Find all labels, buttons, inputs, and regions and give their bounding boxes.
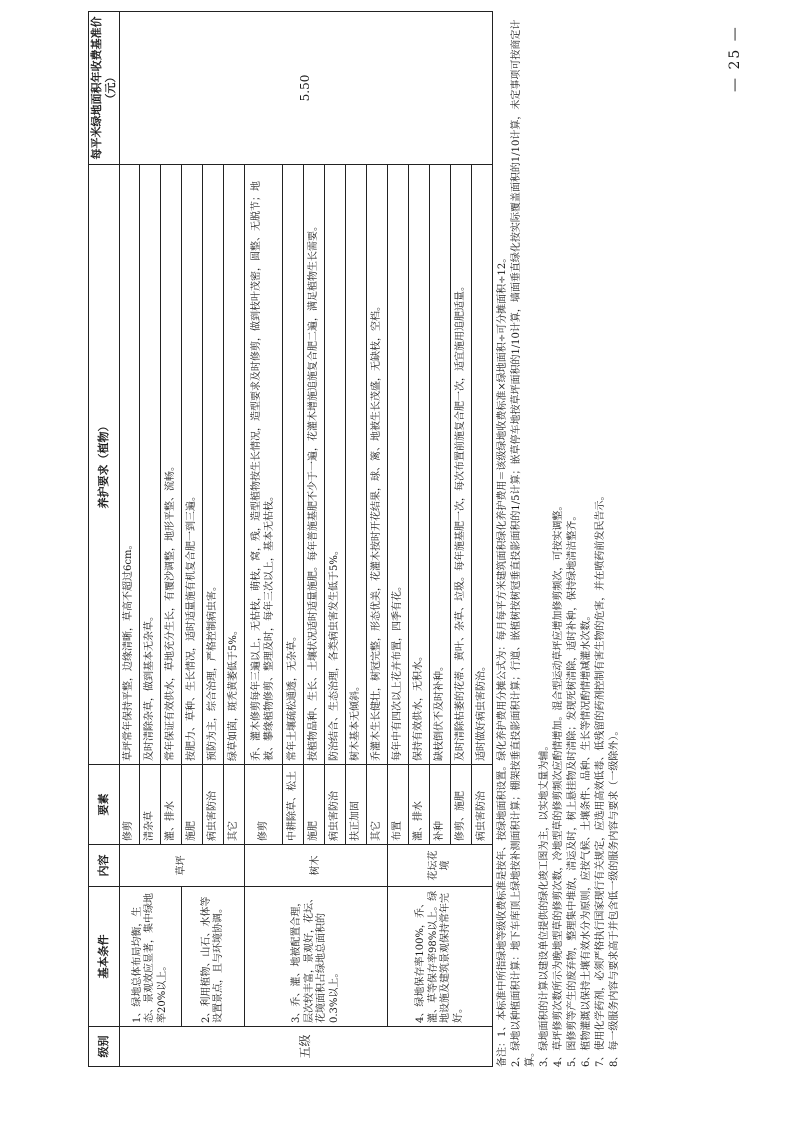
element-cell: 中耕除草、松土 [283,765,304,845]
requirement-cell: 乔灌木生长健壮，树冠完整，形态优美，花灌木按时开花结果，球、篱、地被生长茂盛，无缺枝，空档。 [367,165,388,765]
basic-condition-3: 3、乔、灌、地被配置合理，层次较丰富，景观好，花坛、花境面积占绿地总面积的0.3%以上。 [245,887,388,1027]
requirement-cell: 乔、灌木修剪每年三遍以上，无枯枝，萌枝，窝，残，造型植物按生长情况，造型要求及时修剪，做到枝叶茂密，圆整、无脱节；地被、攀缘植物修剪、整理及时，每年三次以上，基本无枯枝。 [245,165,283,765]
element-cell: 修剪 [245,765,283,845]
requirement-cell: 按肥力、草种、生长情况，适时适量施有机复合肥一到三遍。 [182,165,203,765]
element-cell: 施肥 [182,765,203,845]
requirement-cell: 常年保证有效供水，草地充分生长，有覆沙调整，地形平整、流畅。 [161,165,182,765]
content-trees: 树木 [245,845,388,887]
element-cell: 布置 [388,765,409,845]
requirement-cell: 按植物品种、生长、土壤状况适时适量施肥。每年普施基肥不少于一遍，花灌木增施追施复合肥二遍，满足植物生长需要。 [304,165,325,765]
requirement-cell: 预防为主，综合治理，严格控制病虫害。 [203,165,224,765]
basic-condition-2: 2、利用植物、山石、水体等设置景点，且与环境协调。 [182,887,245,1027]
element-cell: 修剪、施肥 [450,765,471,845]
requirement-cell: 及时清除杂草，做到基本无杂草。 [140,165,161,765]
header-content: 内容 [89,845,120,887]
note-6: 6、植物灌溉以保持土壤有效水分为原则，应按气候、土壤条件、品种、生长等情况酌情增减灌水次数。 [581,610,592,1067]
requirement-cell: 缺枝倒伏不及时补种。 [429,165,450,765]
element-cell: 灌、排水 [409,765,430,845]
requirement-cell: 每年中有四次以上花卉布置，四季有花。 [388,165,409,765]
basic-condition-4: 4、绿地保存率100%，乔、灌、草等保存率98%以上。绿地设施及建筑景观保持常年完好。 [388,887,493,1027]
table-row [245,12,283,1067]
header-fee: 每平米绿地面积年收费基准价（元） [89,12,120,165]
element-cell: 灌、排水 [161,765,182,845]
header-level: 级别 [89,1027,120,1067]
requirement-cell: 适时做好病虫害防治。 [471,165,492,765]
element-cell: 病虫害防治 [471,765,492,845]
requirement-cell: 及时清除枯萎的花蒂、黄叶、杂草、垃圾。每年施基肥一次，每次布置前施复合肥一次，适宜施用追肥适量。 [450,165,471,765]
element-cell: 其它 [224,765,245,845]
element-cell: 清杂草 [140,765,161,845]
note-text: 1、本标准中所指绿地等级收费标准是按年、按绿地面积设置。绿化养护费用分摊公式为：每月每平方米建筑面积绿化养护费用＝该级绿地收费标准×绿地面积÷可分摊面积÷12。 [497,252,508,1037]
requirement-cell: 树木基本无倾斜。 [346,165,367,765]
page-number: — 25 — [727,25,743,92]
requirement-cell: 保持有效供水，无积水。 [409,165,430,765]
note-1 [496,17,510,1067]
table-row [388,12,409,1067]
table-header-row [89,12,120,1067]
header-basic-conditions: 基本条件 [89,887,120,1027]
element-cell: 施肥 [304,765,325,845]
note-7: 7、使用化学药剂，必须严格执行国家现行有关规定，应选用高效低毒、低残留的药剂控制有害生物的危害，并在喷药前发民告示。 [595,490,606,1067]
requirement-cell: 常年土壤疏松通透，无杂草。 [283,165,304,765]
element-cell: 病虫害防治 [203,765,224,845]
requirement-cell: 草坪常年保持平整，边缘清晰，草高不超过6cm。 [119,165,140,765]
content-lawn: 草坪 [119,845,245,887]
fee-value: 5.50 [119,12,493,165]
note-4: 4、草坪修剪次数所示为晚地型草的修剪次数，冷地型草的修剪频次应酌情增加。混合型运动草坪应增加修剪频次，可按实调整。 [553,500,564,1067]
note-5: 5、图修剪等产生的废弃物，整理集中堆放，清运及时，树上悬挂物及时清除；发现死树清除，适时补种，保持绿地清洁整齐。 [567,510,578,1067]
note-3: 3、绿地面积的计算以建设单位提供的绿化竣工图为主，以实地丈量为辅。 [539,740,550,1067]
maintenance-standard-table [88,11,493,1067]
table-row [182,12,203,1067]
header-requirement: 养护要求（植物） [89,165,120,765]
element-cell: 扶正加固 [346,765,367,845]
requirement-cell: 防治结合、生态治理，各类病虫害发生低于5%。 [325,165,346,765]
table-row [119,12,140,1067]
content-flower-bed: 花坛花境 [388,845,493,887]
requirement-cell: 绿草如茵，斑秃黄萎低于5%。 [224,165,245,765]
note-2: 2、绿地以种植面积计算：地下车库顶上绿地按补测面积计算；棚架按垂直投影面积计算；行道、嵌植树按树冠垂直投影面积的1/5计算；嵌草停车地按草坪面积的1/10计算，墙面垂直绿化按实际覆盖面积的1/10计算，未定事项可按商定计算。 [511,19,536,1067]
element-cell: 补种 [429,765,450,845]
basic-condition-1: 1、绿地总体布局均衡，生态、景观效应显著，集中绿地率20%以上。 [119,887,182,1027]
level-cell: 五级 [119,1027,493,1067]
header-element: 要素 [89,765,120,845]
notes-section [496,17,622,1067]
element-cell: 病虫害防治 [325,765,346,845]
element-cell: 修剪 [119,765,140,845]
note-8: 8、每一级服务内容与要求高于并包含低一级的服务内容与要求（一级除外）。 [609,725,620,1067]
notes-label: 备注： [497,1037,508,1067]
element-cell: 其它 [367,765,388,845]
